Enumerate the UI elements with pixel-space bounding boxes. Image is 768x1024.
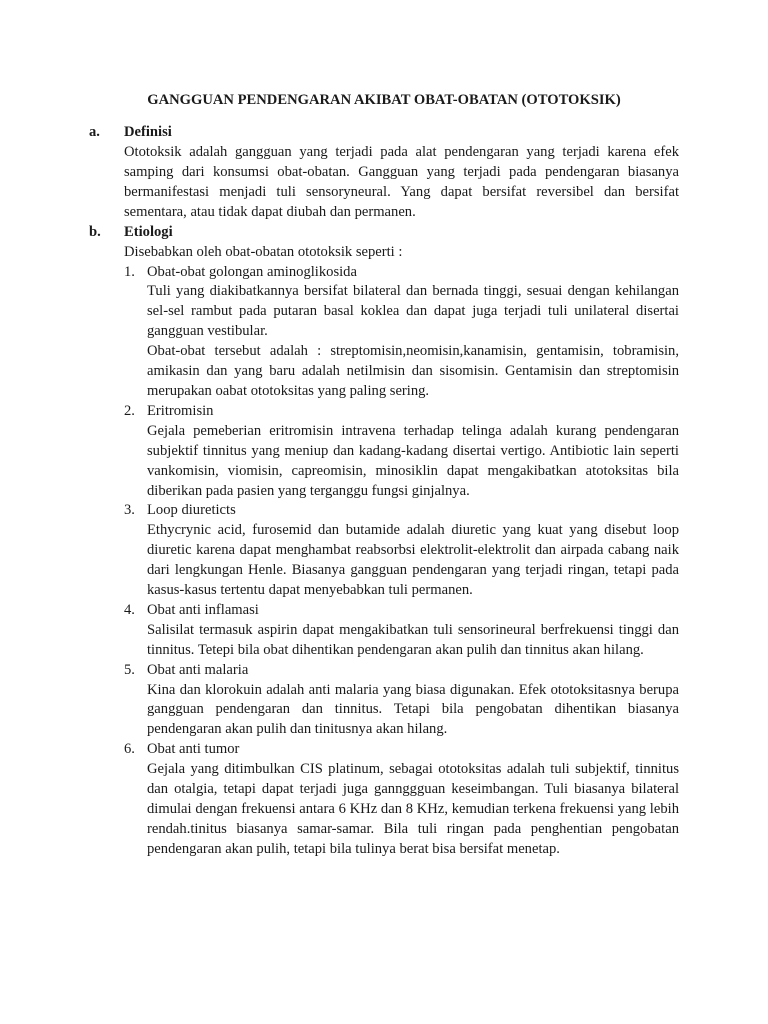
item-body [147,681,679,741]
item-number: 2. [124,402,135,419]
document-title: GANGGUAN PENDENGARAN AKIBAT OBAT-OBATAN (OTOTOKSIK) [147,92,621,108]
section-letter: b. [89,223,101,240]
list-item [124,402,679,502]
item-title: Loop diureticts [147,502,236,519]
item-body [147,521,679,601]
item-paragraph: Kina dan klorokuin adalah anti malaria yang biasa digunakan. Efek ototoksitasnya berupa gangguan pendengaran dan tinnitus. Tetapi bila pengobatan dihentikan biasanya pendengaran akan pulih dan tinitusnya akan hilang. [147,681,679,738]
section-body [124,143,679,223]
item-body [147,282,679,401]
item-number: 1. [124,263,135,280]
section-definisi [89,123,679,860]
drug-list [124,263,679,860]
item-number: 3. [124,502,135,519]
list-item [124,263,679,402]
item-title: Obat-obat golongan aminoglikosida [147,263,357,280]
item-paragraph: Tuli yang diakibatkannya bersifat bilateral dan bernada tinggi, sesuai dengan kehilangan sel-sel rambut pada putaran basal koklea dan dapat juga terjadi tuli unilateral disertai gangguan vestibular. [147,283,679,340]
item-number: 4. [124,601,135,618]
item-title: Eritromisin [147,402,214,419]
section-heading [89,123,679,143]
item-number: 6. [124,741,135,758]
item-body [147,621,679,661]
item-paragraph: Gejala yang ditimbulkan CIS platinum, sebagai ototoksitas adalah tuli subjektif, tinnitus dan otalgia, tetapi dapat terjadi juga gannggguan keseimbangan. Tuli biasanya bilateral dimulai dengan frekuensi antara 6 KHz dan 8 KHz, kemudian terkena frekuensi yang lebih rendah.tinitus biasanya samar-samar. Bila tuli ringan pada penghentian pengobatan pendengaran akan pulih, tetapi bila tulinya berat bisa bersifat menetap. [147,761,679,857]
section-body [124,243,679,860]
item-paragraph: Ethycrynic acid, furosemid dan butamide adalah diuretic yang kuat yang disebut loop diuretic karena dapat menghambat reabsorbsi elektrolit-elektrolit dan airpada cabang naik dari lengkungan Henle. Biasanya gangguan pendengaran yang terjadi ringan, tetapi pada kasus-kasus tertentu dapat menyebabkan tuli permanen. [147,522,679,599]
item-title: Obat anti tumor [147,741,240,758]
section-title: Etiologi [124,223,173,240]
item-title: Obat anti malaria [147,661,249,678]
list-item [124,661,679,741]
list-item [124,740,679,859]
item-body [147,760,679,860]
item-title: Obat anti inflamasi [147,601,259,618]
list-item [124,501,679,601]
etiology-intro: Disebabkan oleh obat-obatan ototoksik seperti : [124,243,403,260]
item-body [147,422,679,502]
item-number: 5. [124,661,135,678]
item-paragraph: Gejala pemeberian eritromisin intravena terhadap telinga adalah kurang pendengaran subjektif tinnitus yang meniup dan kadang-kadang disertai vertigo. Antibiotic lain seperti vankomisin, viomisin, capreomisin, minosiklin dapat mengakibatkan atotoksitas bila diberikan pada pasien yang terganggu fungsi ginjalnya. [147,422,679,499]
item-paragraph: Salisilat termasuk aspirin dapat mengakibatkan tuli sensorineural berfrekuensi tinggi dan tinnitus. Tetepi bila obat dihentikan pendengaran akan pulih dan tinnitus akan hilang. [147,621,679,658]
item-paragraph: Obat-obat tersebut adalah : streptomisin,neomisin,kanamisin, gentamisin, tobramisin, amikasin dan yang baru adalah netilmisin dan sisomisin. Gentamisin dan streptomisin merupakan oabat ototoksitas yang paling sering. [147,343,679,399]
section-title: Definisi [124,124,172,140]
definition-paragraph: Ototoksik adalah gangguan yang terjadi pada alat pendengaran yang terjadi karena efek samping dari konsumsi obat-obatan. Gangguan yang terjadi pada pendengaran biasanya bermanifestasi menjadi tuli sensoryneural. Yang dapat bersifat reversibel dan bersifat sementara, atau tidak dapat diubah dan permanen. [124,144,679,220]
list-item [124,601,679,661]
section-letter: a. [89,124,100,140]
section-heading [89,223,679,243]
